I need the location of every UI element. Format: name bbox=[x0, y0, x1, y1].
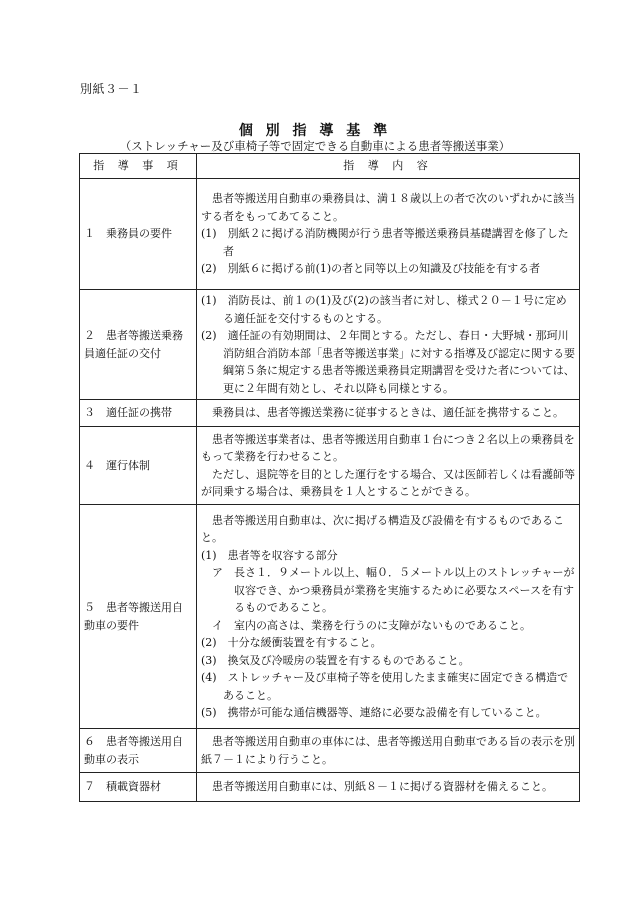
guidance-standards-table bbox=[79, 153, 580, 802]
content-paragraph: 患者等搬送用自動車は、次に掲げる構造及び設備を有するものであること。 bbox=[201, 513, 564, 544]
item-cell: １ 乗務員の要件 bbox=[80, 179, 197, 290]
table-row bbox=[80, 773, 580, 802]
content-cell bbox=[197, 427, 580, 505]
content-paragraph: 患者等搬送用自動車の乗務員は、満１８歳以上の者で次のいずれかに該当する者をもってあてること。 bbox=[201, 192, 575, 223]
content-list-item: (1) 消防長は、前１の(1)及び(2)の該当者に対し、様式２０－１号に定める適任証を交付するものとする。 bbox=[201, 294, 567, 325]
content-sublist-item: イ 室内の高さは、業務を行うのに支障がないものであること。 bbox=[212, 618, 531, 632]
content-cell bbox=[197, 179, 580, 290]
content-paragraph: ただし、退院等を目的とした運行をする場合、又は医師若しくは看護師等が同乗する場合は、乗務員を１人とすることができる。 bbox=[201, 467, 575, 498]
table-row bbox=[80, 290, 580, 400]
content-list-item: (5) 携帯が可能な通信機器等、連絡に必要な設備を有していること。 bbox=[201, 706, 547, 719]
content-list-item: (1) 患者等を収容する部分 bbox=[201, 548, 338, 562]
table-row bbox=[80, 179, 580, 290]
table-row bbox=[80, 505, 580, 729]
content-list-item: (3) 換気及び冷暖房の装置を有するものであること。 bbox=[201, 653, 470, 667]
table-row bbox=[80, 400, 580, 427]
content-cell bbox=[197, 773, 580, 802]
content-paragraph: 患者等搬送事業者は、患者等搬送用自動車１台につき２名以上の乗務員をもって業務を行わせること。 bbox=[201, 432, 575, 463]
table-header-row bbox=[80, 154, 580, 179]
content-cell bbox=[197, 729, 580, 773]
table-row bbox=[80, 729, 580, 773]
content-list-item: (2) 十分な緩衝装置を有すること。 bbox=[201, 636, 382, 649]
document-reference-label: 別紙３－１ bbox=[80, 82, 143, 96]
content-sublist-item: ア 長さ１．９メートル以上、幅０．５メートル以上のストレッチャーが収容でき、かつ乗務員が業務を実施するために必要なスペースを有するものであること。 bbox=[212, 566, 575, 614]
column-header-item: 指 導 事 項 bbox=[80, 154, 197, 179]
item-cell: ６ 患者等搬送用自動車の表示 bbox=[80, 729, 197, 773]
item-cell: ５ 患者等搬送用自動車の要件 bbox=[80, 505, 197, 729]
content-cell bbox=[197, 505, 580, 729]
content-list-item: (1) 別紙２に掲げる消防機関が行う患者等搬送乗務員基礎講習を修了した者 bbox=[201, 227, 569, 258]
content-list-item: (2) 別紙６に掲げる前(1)の者と同等以上の知識及び技能を有する者 bbox=[201, 262, 541, 276]
table-row bbox=[80, 427, 580, 505]
content-paragraph: 患者等搬送用自動車には、別紙８－１に掲げる資器材を備えること。 bbox=[212, 780, 553, 794]
content-paragraph: 乗務員は、患者等搬送業務に従事するときは、適任証を携帯すること。 bbox=[212, 406, 564, 420]
item-cell: ４ 運行体制 bbox=[80, 427, 197, 505]
content-cell bbox=[197, 290, 580, 400]
content-list-item: (4) ストレッチャー及び車椅子等を使用したまま確実に固定できる構造であること。 bbox=[201, 671, 569, 702]
content-list-item: (2) 適任証の有効期間は、２年間とする。ただし、春日・大野城・那珂川消防組合消防本部「患者等搬送事業」に対する指導及び認定に関する要綱第５条に規定する患者等搬送乗務員定期講習を受けた者については、更に２年間有効とし、それ以降も同様とする。 bbox=[201, 329, 575, 395]
item-cell: ３ 適任証の携帯 bbox=[80, 400, 197, 427]
document-title: 個 別 指 導 基 準 bbox=[238, 123, 392, 139]
content-paragraph: 患者等搬送用自動車の車体には、患者等搬送用自動車である旨の表示を別紙７－１により行うこと。 bbox=[201, 735, 575, 766]
document-subtitle: （ストレッチャー及び車椅子等で固定できる自動車による患者等搬送事業） bbox=[119, 139, 511, 153]
column-header-content: 指 導 内 容 bbox=[197, 154, 580, 179]
item-cell: ７ 積載資器材 bbox=[80, 773, 197, 802]
item-cell: ２ 患者等搬送乗務員適任証の交付 bbox=[80, 290, 197, 400]
content-cell bbox=[197, 400, 580, 427]
